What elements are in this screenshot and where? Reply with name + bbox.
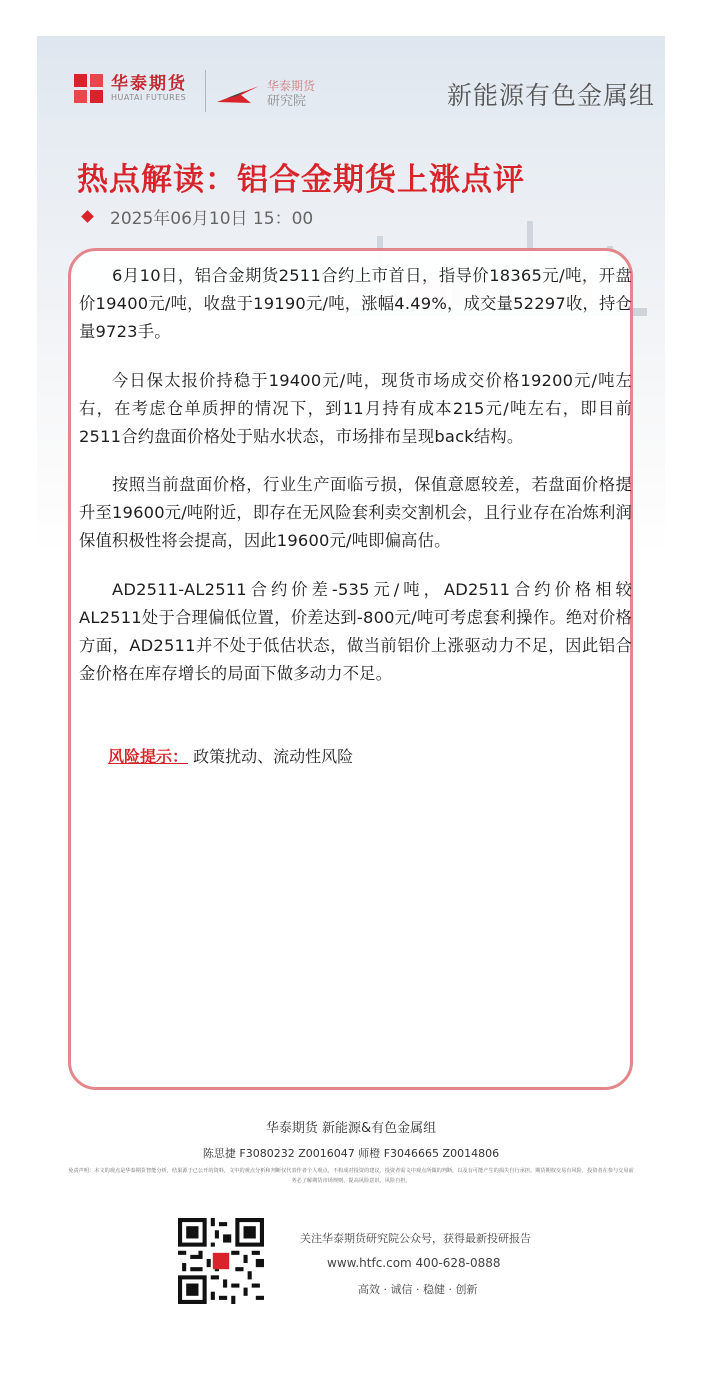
- bird-logo-icon: [215, 83, 261, 105]
- risk-text: 政策扰动、流动性风险: [193, 747, 354, 766]
- disclaimer-text: 免责声明：本文的观点是华泰期货智能分析，结果源于已公开的资料，文中的观点分析和判断仅代表作者个人观点，不构成对投资的建议，投资者需文中观点所做的判断，以及有可能产生的损失自行承担。期货期权交易有风险，投资者在参与交易前务必了解期货市场规则，提高风险意识，风险自担。: [68, 1168, 634, 1184]
- contact-info: www.htfc.com 400-628-0888: [327, 1256, 501, 1270]
- institute-name-line1: 华泰期货: [267, 79, 316, 93]
- huatai-futures-logo: [74, 74, 187, 104]
- group-title: 新能源有色金属组: [446, 81, 655, 110]
- diamond-bullet-icon: [81, 210, 94, 223]
- paragraph-4: AD2511-AL2511合约价差-535元/吨，AD2511合约价格相较AL2511处于合理偏低位置，价差达到-800元/吨可考虑套利操作。绝对价格方面，AD2511并不处于低估状态，做当前铝价上涨驱动力不足，因此铝合金价格在库存增长的局面下做多动力不足。: [79, 580, 632, 683]
- risk-label: 风险提示：: [108, 747, 189, 766]
- article-datetime: 2025年06月10日 15：00: [110, 209, 314, 229]
- paragraph-2: 今日保太报价持稳于19400元/吨，现货市场成交价格19200元/吨左右，在考虑仓单质押的情况下，到11月持有成本215元/吨左右，即目前2511合约盘面价格处于贴水状态，市场排布呈现back结构。: [79, 371, 632, 446]
- article-body-box: [68, 248, 633, 1090]
- footer-analysts: 陈思捷 F3080232 Z0016047 师橙 F3046665 Z0014806: [202, 1147, 500, 1160]
- article-dateline: [83, 204, 313, 229]
- report-poster: [37, 36, 665, 1340]
- logo-divider: [205, 70, 206, 112]
- company-name-en: HUATAI FUTURES: [111, 93, 187, 102]
- footer-group-name: 华泰期货 新能源&有色金属组: [265, 1121, 437, 1136]
- paragraph-1: 6月10日，铝合金期货2511合约上市首日，指导价18365元/吨，开盘价19400元/吨，收盘于19190元/吨，涨幅4.49%，成交量52297收，持仓量9723手。: [79, 266, 632, 341]
- company-name-cn: 华泰期货: [111, 74, 187, 94]
- article-title: 热点解读：铝合金期货上涨点评: [77, 162, 525, 198]
- huatai-logo-icon: [74, 74, 104, 104]
- follow-prompt: 关注华泰期货研究院公众号，获得最新投研报告: [300, 1232, 531, 1245]
- institute-name-line2: 研究院: [267, 94, 307, 109]
- risk-notice: [108, 744, 353, 767]
- paragraph-3: 按照当前盘面价格，行业生产面临亏损，保值意愿较差，若盘面价格提升至19600元/吨附近，即存在无风险套利卖交割机会，且行业存在冶炼利润保值积极性将会提高，因此19600元/吨即偏高估。: [79, 475, 632, 550]
- qr-code-icon: [178, 1218, 264, 1304]
- research-institute-logo: [215, 78, 315, 110]
- company-motto: 高效 · 诚信 · 稳健 · 创新: [358, 1283, 478, 1296]
